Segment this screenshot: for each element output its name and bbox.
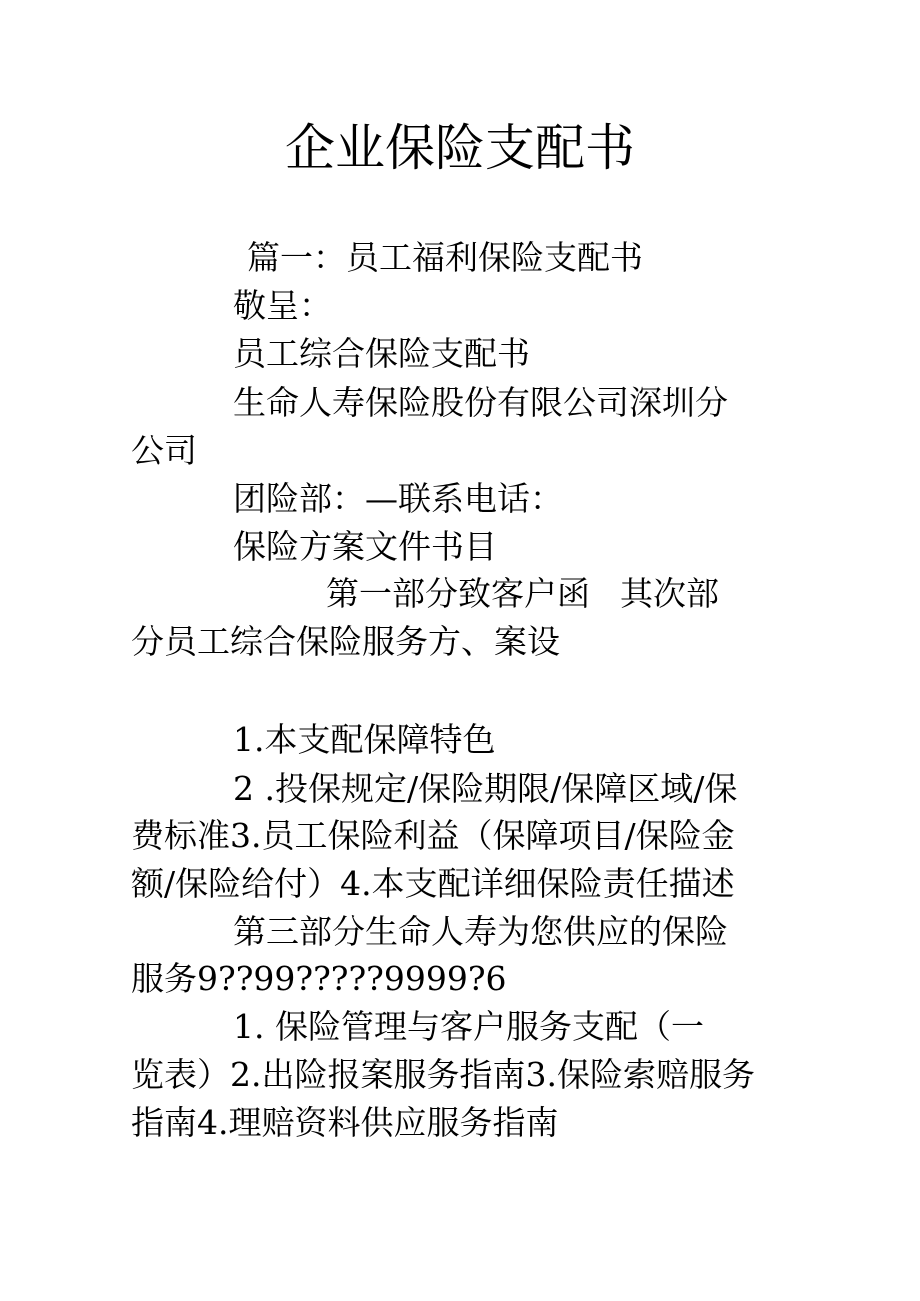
document-title: 企业保险支配书 xyxy=(285,119,635,177)
body-text: 第一部分致客户函 xyxy=(326,574,590,613)
body-line: 敬呈： xyxy=(233,286,332,325)
section-heading: 篇一：员工福利保险支配书 xyxy=(247,238,643,277)
body-line: 指南4.理赔资料供应服务指南 xyxy=(131,1103,559,1142)
body-line: 员工综合保险支配书 xyxy=(233,334,530,373)
body-line: 生命人寿保险股份有限公司深圳分 xyxy=(233,383,728,422)
body-line: 1. 保险管理与客户服务支配（一 xyxy=(233,1007,704,1046)
body-line: 第三部分生命人寿为您供应的保险 xyxy=(233,912,728,951)
body-text: 其次部 xyxy=(620,574,719,613)
body-line: 2 .投保规定/保险期限/保障区域/保 xyxy=(233,769,738,808)
body-line xyxy=(326,570,719,618)
body-line: 费标准3.员工保险利益（保障项目/保险金 xyxy=(131,816,735,855)
body-line: 额/保险给付）4.本支配详细保险责任描述 xyxy=(131,864,735,903)
body-line: 分员工综合保险服务方、案设 xyxy=(131,622,560,661)
body-line: 团险部：—联系电话： xyxy=(233,479,563,518)
body-line: 服务9??99?????9999?6 xyxy=(131,959,507,998)
body-line: 1.本支配保障特色 xyxy=(233,720,496,759)
body-line: 览表）2.出险报案服务指南3.保险索赔服务 xyxy=(131,1055,755,1094)
body-line: 保险方案文件书目 xyxy=(233,527,497,566)
body-line: 公司 xyxy=(131,431,197,470)
